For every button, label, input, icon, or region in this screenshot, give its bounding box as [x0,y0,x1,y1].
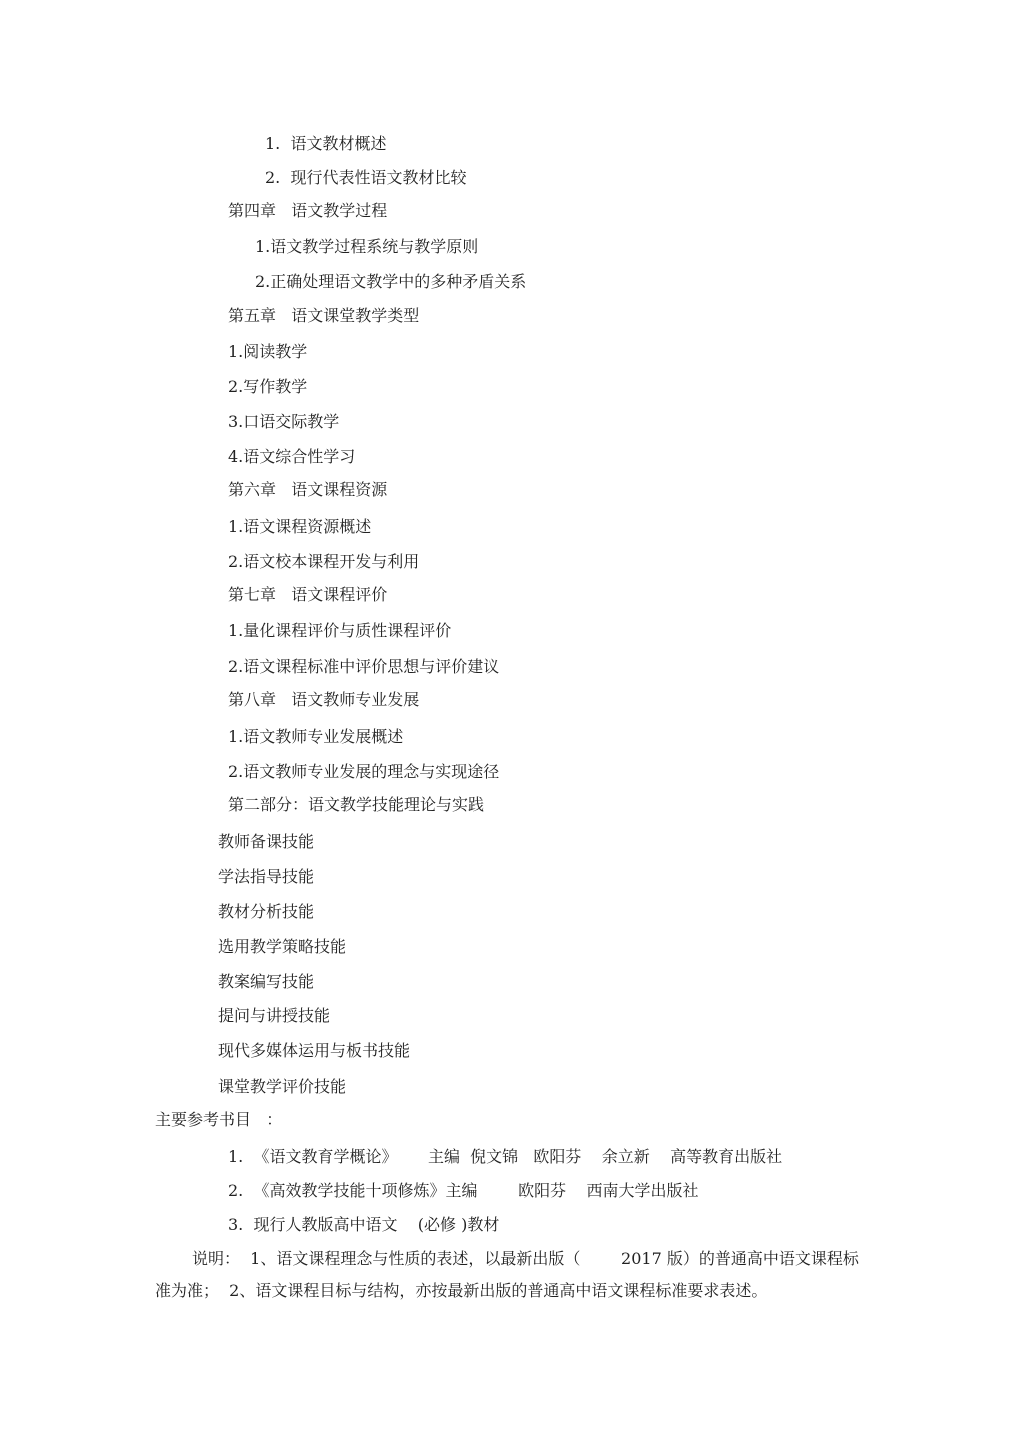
skill-item: 教材分析技能 [218,902,315,921]
list-item: 1. 语文教材概述 [265,134,387,153]
note-paragraph-line: 说明： 1、语文课程理念与性质的表述，以最新出版（ 2017 版）的普通高中语文课程标 [192,1249,859,1268]
chapter-heading: 第四章 语文教学过程 [228,201,388,220]
list-item: 4.语文综合性学习 [228,447,356,466]
list-item: 1.量化课程评价与质性课程评价 [228,621,452,640]
skill-item: 选用教学策略技能 [218,937,347,956]
skill-item: 教案编写技能 [218,972,315,991]
skill-item: 提问与讲授技能 [218,1006,331,1025]
reference-item: 2. 《高效教学技能十项修炼》主编 欧阳芬 西南大学出版社 [228,1181,699,1200]
list-item: 1.语文教学过程系统与教学原则 [255,237,479,256]
chapter-heading: 第七章 语文课程评价 [228,585,388,604]
part-heading: 第二部分：语文教学技能理论与实践 [228,795,485,814]
list-item: 2.正确处理语文教学中的多种矛盾关系 [255,272,527,291]
skill-item: 现代多媒体运用与板书技能 [218,1041,411,1060]
skill-item: 课堂教学评价技能 [218,1077,347,1096]
references-heading: 主要参考书目 ： [155,1110,283,1129]
list-item: 3.口语交际教学 [228,412,340,431]
list-item: 2.语文校本课程开发与利用 [228,552,420,571]
reference-item: 3. 现行人教版高中语文 (必修 )教材 [228,1215,500,1234]
list-item: 1.语文课程资源概述 [228,517,372,536]
list-item: 2.语文教师专业发展的理念与实现途径 [228,762,500,781]
list-item: 2.语文课程标准中评价思想与评价建议 [228,657,500,676]
chapter-heading: 第五章 语文课堂教学类型 [228,306,420,325]
chapter-heading: 第八章 语文教师专业发展 [228,690,420,709]
skill-item: 学法指导技能 [218,867,315,886]
list-item: 1.语文教师专业发展概述 [228,727,404,746]
list-item: 2. 现行代表性语文教材比较 [265,168,467,187]
list-item: 2.写作教学 [228,377,308,396]
skill-item: 教师备课技能 [218,832,315,851]
reference-item: 1. 《语文教育学概论》 主编 倪文锦 欧阳芬 余立新 高等教育出版社 [228,1147,783,1166]
list-item: 1.阅读教学 [228,342,308,361]
note-paragraph-line: 准为准； 2、语文课程目标与结构，亦按最新出版的普通高中语文课程标准要求表述。 [155,1281,768,1300]
chapter-heading: 第六章 语文课程资源 [228,480,388,499]
